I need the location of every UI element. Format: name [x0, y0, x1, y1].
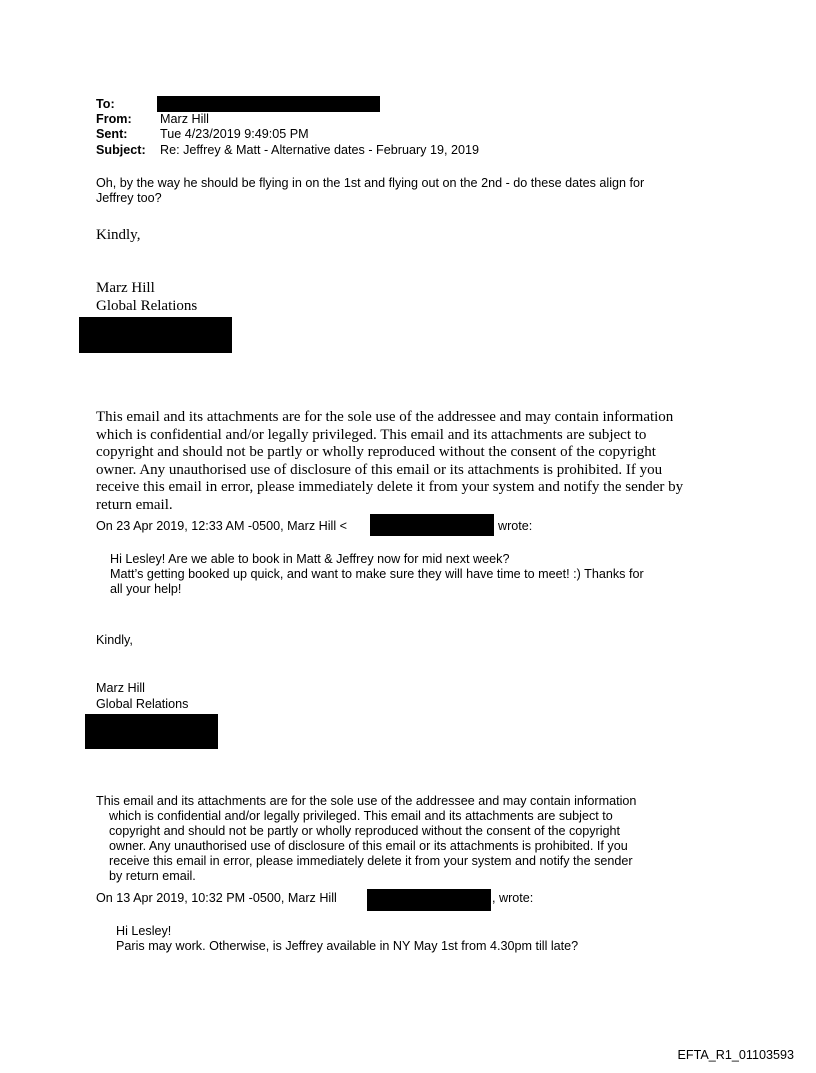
- disclaimer-line: copyright and should not be partly or wholly reproduced without the consent of the copyright: [96, 444, 656, 460]
- from-label: From:: [96, 112, 132, 126]
- disclaimer-line: owner. Any unauthorised use of disclosure of this email or its attachments is prohibited. If you: [109, 839, 628, 853]
- quoted-body-line: all your help!: [110, 582, 182, 596]
- quote-intro-prefix: On 23 Apr 2019, 12:33 AM -0500, Marz Hill <: [96, 519, 347, 533]
- quoted-message-body: [116, 924, 578, 954]
- quoted-body-line: Paris may work. Otherwise, is Jeffrey available in NY May 1st from 4.30pm till late?: [116, 939, 579, 953]
- quote-intro-suffix: , wrote:: [491, 519, 533, 533]
- disclaimer-line: which is confidential and/or legally privileged. This email and its attachments are subject to: [96, 426, 647, 443]
- signature-title: Global Relations: [96, 298, 198, 314]
- disclaimer-line: owner. Any unauthorised use of disclosure of this email or its attachments is prohibited. If you: [96, 461, 663, 478]
- disclaimer: [96, 409, 683, 514]
- disclaimer-line: by return email.: [109, 869, 196, 883]
- message-body-line: Jeffrey too?: [96, 191, 162, 205]
- redacted-to-address: [157, 96, 380, 112]
- message-body-line: Oh, by the way he should be flying in on the 1st and flying out on the 2nd - do these dates align for: [96, 176, 645, 190]
- quoted-signature-name: Marz Hill: [96, 681, 145, 695]
- disclaimer-line: This email and its attachments are for the sole use of the addressee and may contain information: [96, 794, 637, 808]
- disclaimer-line: receive this email in error, please immediately delete it from your system and notify the sender by: [96, 479, 684, 495]
- to-label: To:: [96, 97, 115, 111]
- quoted-body-line: Matt’s getting booked up quick, and want to make sure they will have time to meet! :) Thanks for: [110, 567, 644, 581]
- redacted-signature-block: [79, 317, 232, 353]
- sent-label: Sent:: [96, 127, 128, 141]
- quoted-signoff: Kindly,: [96, 633, 133, 647]
- redacted-signature-block: [85, 714, 218, 749]
- message-signoff: Kindly,: [96, 227, 141, 243]
- disclaimer-line: return email.: [96, 496, 173, 513]
- quote-intro-suffix: , wrote:: [492, 891, 534, 905]
- document-id: EFTA_R1_01103593: [677, 1048, 794, 1062]
- from-value: Marz Hill: [160, 112, 209, 126]
- disclaimer-line: which is confidential and/or legally privileged. This email and its attachments are subject to: [109, 809, 613, 823]
- quoted-body-line: Hi Lesley! Are we able to book in Matt & Jeffrey now for mid next week?: [110, 552, 510, 566]
- disclaimer-line: This email and its attachments are for the sole use of the addressee and may contain information: [96, 409, 674, 425]
- sent-value: Tue 4/23/2019 9:49:05 PM: [160, 127, 309, 141]
- subject-label: Subject:: [96, 143, 146, 157]
- quoted-message-body: [110, 552, 644, 597]
- redacted-email-address: [370, 514, 494, 536]
- quoted-body-line: Hi Lesley!: [116, 924, 172, 938]
- subject-value: Re: Jeffrey & Matt - Alternative dates - February 19, 2019: [160, 143, 479, 157]
- quoted-disclaimer: [96, 794, 636, 884]
- disclaimer-line: receive this email in error, please immediately delete it from your system and notify the sender: [109, 854, 633, 868]
- signature-name: Marz Hill: [96, 280, 155, 296]
- quoted-signature-title: Global Relations: [96, 697, 189, 711]
- redacted-email-address: [367, 889, 491, 911]
- message-body: [96, 176, 644, 206]
- disclaimer-line: copyright and should not be partly or wholly reproduced without the consent of the copyright: [109, 824, 621, 838]
- quote-intro-prefix: On 13 Apr 2019, 10:32 PM -0500, Marz Hill: [96, 891, 337, 905]
